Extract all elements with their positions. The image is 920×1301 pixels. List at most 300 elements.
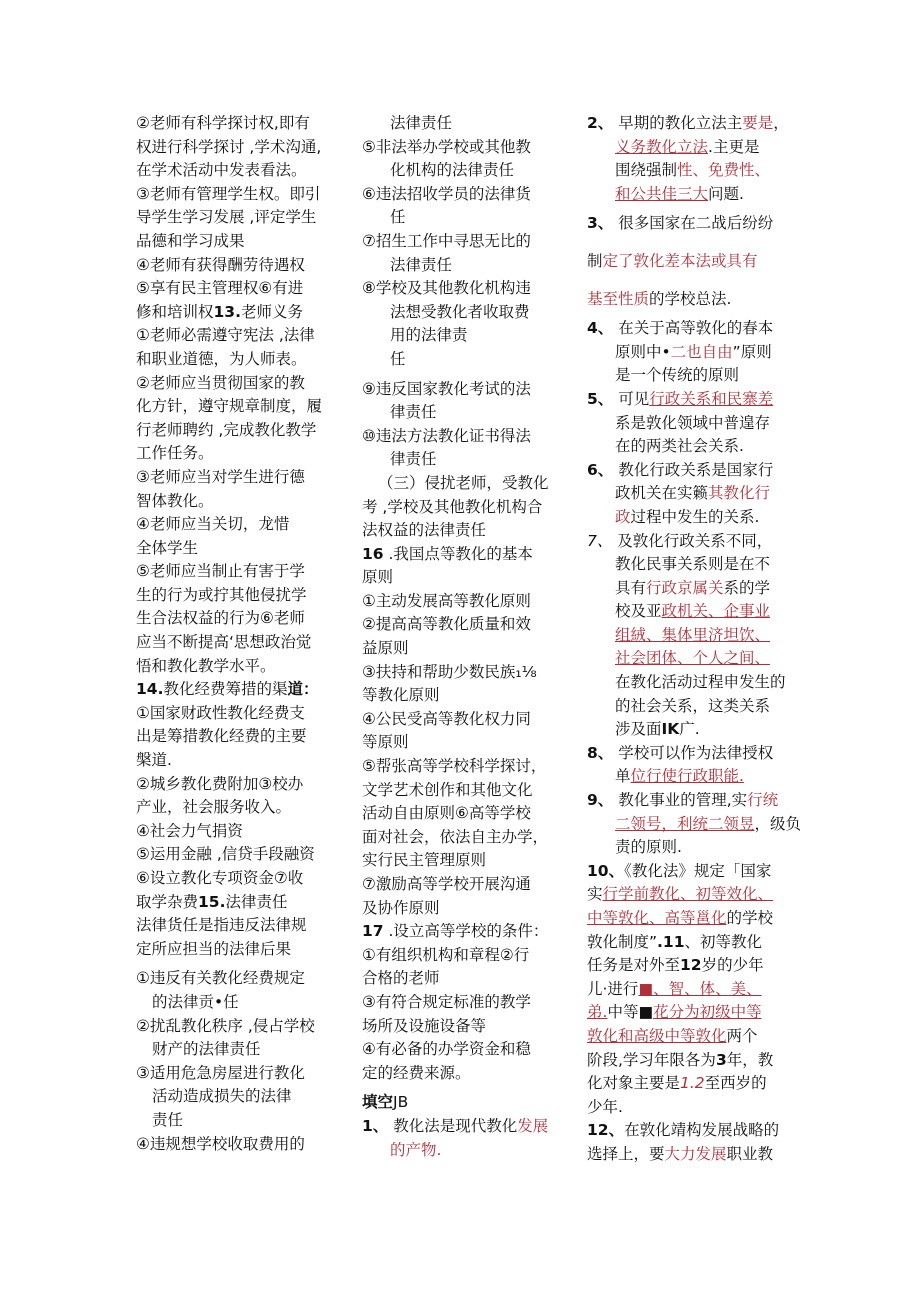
text-segment: ⑧学校及其他教化机构违 [362, 279, 531, 298]
text-line [362, 1015, 567, 1039]
text-line [587, 1096, 792, 1120]
text-line [136, 938, 341, 962]
text-line [362, 348, 567, 372]
text-line [587, 250, 792, 274]
text-segment: 化机构的法律责任 [390, 161, 515, 180]
text-segment: ④老师有获得酬劳待遇权 [136, 255, 305, 274]
text-line [362, 708, 567, 732]
text-segment: ④违规想学校收取费用的 [136, 1134, 305, 1153]
highlighted-text: ■、智、体、美、 [638, 979, 762, 998]
text-line [362, 849, 567, 873]
text-line [136, 230, 341, 254]
text-segment: 智体教化。 [136, 491, 214, 510]
text-line [362, 637, 567, 661]
text-line [587, 978, 792, 1002]
text-line [362, 684, 567, 708]
text-line [362, 920, 567, 944]
text-line [587, 1143, 792, 1167]
text-segment: ③适用危急房屋进行教化 [136, 1063, 305, 1082]
text-line [362, 301, 567, 325]
text-line [587, 1025, 792, 1049]
text-line [587, 789, 792, 813]
text-segment: ⑤非法举办学校或其他教 [362, 137, 531, 156]
text-line [587, 954, 792, 978]
text-segment: 律责任 [390, 403, 437, 422]
text-line [362, 159, 567, 183]
text-segment: 生的行为或拧其他侵扰学 [136, 585, 307, 604]
text-line [136, 796, 341, 820]
text-line [136, 442, 341, 466]
text-segment: （三）侵扰老师，受教化 [378, 473, 549, 492]
text-line [362, 613, 567, 637]
text-line [136, 773, 341, 797]
text-segment: 很多国家在二战后纷纷 [613, 214, 774, 233]
text-segment: ⑥违法招收学员的法律货 [362, 184, 531, 203]
text-line [136, 1109, 341, 1133]
text-line [587, 883, 792, 907]
highlighted-text: 中等敦化、高等邕化 [587, 909, 727, 927]
text-segment: 全体学生 [136, 538, 199, 557]
text-segment: ⑤享有民主管理权⑥有进 [136, 279, 304, 298]
text-line [362, 183, 567, 207]
highlighted-text: 性、免费性、 [677, 161, 771, 180]
text-line [136, 1015, 341, 1039]
highlighted-text: 行政关系和民寨差 [649, 389, 774, 408]
text-segment: 老师义务 [240, 302, 303, 321]
text-segment: ⑤运用金融 ,信贷手段融资 [136, 845, 315, 864]
text-segment: ①主动发展高等教化原则 [362, 591, 531, 610]
text-line [362, 1091, 567, 1115]
highlighted-text: 敦化和高级中等敦化 [587, 1026, 727, 1045]
text-segment: 、初等教化 [684, 932, 763, 951]
text-segment: 生合法权益的行为⑥老师 [136, 609, 305, 628]
text-line [362, 324, 567, 348]
text-segment: 儿·进行 [587, 979, 639, 998]
highlighted-text: 其教化行 [708, 484, 771, 503]
text-line [136, 537, 341, 561]
text-line [136, 584, 341, 608]
text-segment: 活动自由原则⑥高等学校 [362, 804, 531, 823]
text-segment: 岁的少年 [701, 956, 764, 975]
text-segment: 的法律贡•任 [152, 992, 239, 1011]
text-line [587, 695, 792, 719]
text-segment: 选择上，要 [587, 1144, 665, 1163]
text-segment: ，级负 [754, 814, 802, 833]
text-line [587, 1072, 792, 1096]
text-line [587, 742, 792, 766]
text-segment: 阶段,学习年限各为 [587, 1050, 716, 1069]
text-segment: 在的两类社会关系. [615, 437, 744, 456]
text-segment: ⑩违法方法教化证书得法 [362, 426, 531, 445]
text-segment: 文学艺术创作和其他文化 [362, 780, 533, 799]
text-segment: 责的原则. [615, 838, 682, 857]
text-line [136, 301, 341, 325]
highlighted-text: 政 [615, 507, 631, 526]
text-segment: 系的学 [723, 578, 771, 597]
highlighted-text: 1.2 [680, 1074, 705, 1093]
text-segment: 等原则 [362, 733, 409, 752]
text-line [136, 395, 341, 419]
text-line [587, 412, 792, 436]
text-segment: 场所及设施设备等 [362, 1016, 487, 1035]
text-line [362, 136, 567, 160]
text-line [136, 1133, 341, 1157]
text-segment: 校及亚 [615, 602, 662, 621]
text-segment: 法律责任 [390, 255, 453, 274]
text-segment: 教化行政关系是国家行 [613, 460, 774, 479]
text-line [136, 991, 341, 1015]
text-line [136, 843, 341, 867]
text-segment: 问题. [708, 184, 744, 203]
text-segment: ①国家财政性教化经费支 [136, 703, 305, 722]
text-segment: 职业教 [726, 1144, 774, 1163]
text-line [587, 159, 792, 183]
text-segment: ④社会力气捐资 [136, 821, 243, 840]
text-line [136, 183, 341, 207]
text-segment: ①老师必需遵守宪法 ,法律 [136, 326, 315, 345]
text-segment: 面对社会，依法自主办学， [362, 827, 549, 846]
text-line [587, 907, 792, 931]
text-line [136, 324, 341, 348]
text-line [136, 348, 341, 372]
text-line [136, 419, 341, 443]
text-line [587, 112, 792, 136]
text-segment: 的社会关系，这类关系 [615, 696, 771, 715]
text-line [587, 1049, 792, 1073]
highlighted-text: 发展 [517, 1116, 549, 1135]
text-segment: 教化事业的管理,实 [613, 791, 748, 810]
text-segment: 9、 [587, 791, 614, 810]
highlighted-text: 要是 [742, 114, 774, 132]
text-segment: 16 [362, 544, 384, 563]
text-line [362, 755, 567, 779]
highlighted-text: 弟. [587, 1003, 608, 1022]
text-line [136, 631, 341, 655]
text-segment: ②城乡教化费附加③校办 [136, 774, 304, 793]
text-segment: 敦化制度” [587, 932, 658, 951]
text-line [136, 206, 341, 230]
text-line [136, 725, 341, 749]
text-line [136, 513, 341, 537]
text-line [587, 600, 792, 624]
text-segment: 围绕强制 [615, 161, 678, 180]
text-segment: 化方针，遵守规章制度，履 [136, 397, 323, 416]
text-segment: ③有符合规定标准的教学 [362, 992, 531, 1011]
text-segment: ②扰乱教化秩序 ,侵占学校 [136, 1016, 315, 1035]
text-segment: 道： [287, 680, 319, 699]
text-segment: 13. [213, 302, 241, 321]
text-segment: .设立高等学校的条件： [383, 922, 549, 941]
text-segment: 实 [587, 885, 603, 904]
text-line [362, 1062, 567, 1086]
text-segment: 产业，社会服务收入。 [136, 798, 292, 817]
highlighted-text: 组絨、集体里济坦饮、 [615, 625, 771, 644]
text-segment: 法权益的法律责任 [362, 521, 487, 540]
highlighted-text: 基至性质 [587, 289, 650, 308]
text-line [136, 277, 341, 301]
text-segment: 3 [715, 1050, 727, 1069]
text-line [587, 671, 792, 695]
text-segment: 法律责任 [225, 892, 288, 911]
text-segment: 财产的法律责任 [152, 1040, 261, 1059]
highlighted-text: 二也自由 [670, 342, 733, 361]
text-line [136, 254, 341, 278]
text-line [136, 490, 341, 514]
text-segment: 修和培训权 [136, 302, 214, 321]
text-segment: ⑤老师应当制止有害于学 [136, 562, 305, 581]
text-segment: ②老师有科学探讨权,即有 [136, 114, 310, 132]
text-line [362, 566, 567, 590]
text-line [136, 560, 341, 584]
highlighted-text: 社会团体、个人之间、 [615, 649, 771, 668]
text-segment: 实行民主管理原则 [362, 851, 487, 870]
text-line [362, 590, 567, 614]
text-line [136, 749, 341, 773]
text-segment: 法律责任 [390, 114, 453, 132]
text-segment: ■ [638, 1003, 654, 1022]
text-segment: 工作任务。 [136, 444, 214, 463]
text-segment: 法律货任是指违反法律规 [136, 916, 307, 935]
text-column-1 [136, 112, 341, 1156]
text-segment: 悟和教化教学水平。 [136, 656, 276, 675]
text-segment: 5、 [587, 389, 614, 408]
text-segment: 制 [587, 251, 603, 270]
text-line [362, 206, 567, 230]
text-segment: ②老师应当贯彻国家的教 [136, 373, 305, 392]
text-line [362, 230, 567, 254]
text-segment: 法想受教化者收取费 [390, 302, 530, 321]
text-segment: 用的法律责 [390, 326, 468, 345]
text-segment: 任务是对外至 [587, 956, 681, 975]
text-line [362, 448, 567, 472]
text-segment: 教化民事关系则是在不 [615, 555, 771, 574]
text-segment: 15. [198, 892, 226, 911]
text-line [136, 1085, 341, 1109]
text-segment: ④公民受高等教化权力同 [362, 709, 531, 728]
text-segment: 7、 [587, 531, 613, 550]
text-segment: 14. [136, 680, 164, 699]
text-segment: 任 [390, 208, 406, 227]
text-line [587, 364, 792, 388]
text-segment: 原则中• [615, 342, 671, 361]
text-segment: 过程中发生的关系. [630, 507, 760, 526]
text-segment: ④老师应当关切，龙惜 [136, 515, 290, 534]
text-line [362, 897, 567, 921]
text-line [362, 991, 567, 1015]
text-line [362, 254, 567, 278]
text-segment: 4、 [587, 319, 614, 338]
text-segment: 取学杂费 [136, 892, 199, 911]
text-segment: ⑦招生工作中寻思无比的 [362, 231, 531, 250]
text-line [136, 967, 341, 991]
highlighted-text: 行政京属关 [646, 578, 724, 597]
text-segment: 12、 [587, 1121, 625, 1140]
text-line [362, 277, 567, 301]
text-segment: ， [773, 114, 789, 132]
text-line [362, 112, 567, 136]
highlighted-text: 二领号，利统二领昱 [615, 814, 755, 833]
text-line [587, 1119, 792, 1143]
text-segment: 及协作原则 [362, 898, 440, 917]
text-segment: ④有必备的办学资金和稳 [362, 1040, 531, 1059]
text-segment: 《教化法》规定「国家 [624, 861, 772, 880]
text-line [587, 624, 792, 648]
text-segment: 任 [390, 349, 406, 368]
text-segment: 原则 [362, 568, 394, 587]
text-segment: 政机关在实籁 [615, 484, 709, 503]
text-segment: ①违反有关教化经费规定 [136, 969, 305, 988]
text-segment: 定所应担当的法律后果 [136, 939, 292, 958]
highlighted-text: 义务教化立法 [615, 137, 709, 156]
text-segment: 化对象主要是 [587, 1074, 681, 1093]
text-segment: 17 [362, 922, 384, 941]
text-segment: 合格的老师 [362, 969, 440, 988]
text-line [362, 543, 567, 567]
text-segment: 在学术活动中发表看法。 [136, 161, 307, 180]
text-segment: 律责任 [390, 450, 437, 469]
text-segment: 等教化原则 [362, 686, 440, 705]
text-line [587, 388, 792, 412]
text-segment: JB [393, 1093, 409, 1112]
text-segment: ③老师有管理学生权。即引 [136, 184, 321, 203]
text-line [362, 519, 567, 543]
text-segment: 少年. [587, 1097, 623, 1116]
text-line [362, 661, 567, 685]
text-line [362, 802, 567, 826]
text-segment: .我国点等教化的基本 [383, 544, 533, 563]
highlighted-text: 的产物. [390, 1140, 442, 1159]
text-segment: 和职业道德，为人师表。 [136, 349, 307, 368]
text-segment: 导学生学习发展 ,评定学生 [136, 208, 317, 227]
text-line [362, 779, 567, 803]
text-segment: 2、 [587, 114, 614, 132]
text-segment: 在关于高等敦化的春本 [613, 319, 774, 338]
highlighted-text: 行学前教化、初等效化、 [602, 885, 774, 904]
text-line [362, 731, 567, 755]
text-segment: 权进行科学探讨 ,学术沟通, [136, 137, 322, 156]
text-line [136, 914, 341, 938]
highlighted-text: 位行使行政职能. [630, 767, 744, 786]
text-segment: 及敦化行政关系不同， [612, 531, 773, 550]
text-segment: 行老师聘约 ,完成教化教学 [136, 420, 317, 439]
text-line [136, 820, 341, 844]
highlighted-text: 政机关、企事业 [661, 602, 771, 621]
text-line [362, 425, 567, 449]
text-line [587, 506, 792, 530]
text-segment: 责任 [152, 1110, 184, 1129]
text-line [136, 1062, 341, 1086]
text-line [587, 288, 792, 312]
text-line [136, 466, 341, 490]
text-segment: 教化法是现代教化 [388, 1116, 518, 1135]
text-segment: 学校可以作为法律授权 [613, 743, 774, 762]
text-line [587, 482, 792, 506]
text-line [587, 577, 792, 601]
text-line [587, 530, 792, 554]
text-segment: 填空 [362, 1093, 394, 1112]
text-line [362, 401, 567, 425]
text-line [362, 1038, 567, 1062]
text-line [587, 317, 792, 341]
text-segment: 品德和学习成果 [136, 231, 245, 250]
text-line [136, 112, 341, 136]
text-segment: 槃道. [136, 751, 172, 770]
text-line [587, 212, 792, 236]
text-segment: 可见 [613, 389, 650, 408]
text-line [362, 967, 567, 991]
text-line [587, 813, 802, 837]
text-segment: 单 [615, 767, 631, 786]
text-segment: 广. [679, 720, 700, 739]
text-segment: 是一个传统的原则 [615, 366, 740, 385]
text-line [587, 718, 792, 742]
text-line [136, 1038, 341, 1062]
text-segment: 年，教 [726, 1050, 774, 1069]
text-line [136, 867, 341, 891]
text-segment: 的学校总法. [649, 289, 732, 308]
text-segment: ⑤帮张高等学校科学探讨， [362, 757, 547, 776]
text-segment: 的学校 [726, 909, 774, 927]
text-line [587, 136, 792, 160]
text-segment: 教化经费筹措的渠 [163, 680, 288, 699]
text-line [362, 1139, 567, 1163]
text-segment: 系是敦化领域中普遑存 [615, 413, 771, 432]
text-line [587, 860, 792, 884]
text-line [136, 372, 341, 396]
text-segment: ⑦激励高等学校开展沟通 [362, 875, 531, 893]
text-segment: ⑨违反国家教化考试的法 [362, 379, 531, 398]
text-line [587, 647, 792, 671]
text-column-2 [362, 112, 567, 1162]
text-line [587, 931, 792, 955]
text-segment: 两个 [726, 1026, 758, 1045]
text-segment: 出是筹措教化经费的主要 [136, 727, 307, 746]
highlighted-text: 花分为初级中等 [653, 1003, 762, 1022]
text-segment: IK [661, 720, 680, 739]
text-segment: 应当不断提高‘思想政治觉 [136, 633, 312, 652]
text-line [136, 655, 341, 679]
text-line [362, 378, 567, 402]
highlighted-text: 定了敦化差本法或具有 [602, 251, 758, 270]
text-segment: ③扶持和帮助少数民族₁⅛ [362, 662, 537, 681]
text-line [587, 183, 792, 207]
text-line [587, 1001, 792, 1025]
text-line [587, 765, 792, 789]
text-line [362, 826, 567, 850]
text-segment: 在教化活动过程申发生的 [615, 673, 786, 692]
text-segment: 1、 [362, 1116, 389, 1135]
text-line [587, 836, 792, 860]
text-segment: ⑥设立教化专项资金⑦收 [136, 869, 304, 887]
text-line [136, 159, 341, 183]
text-segment: ②提高高等教化质量和效 [362, 615, 531, 634]
text-segment: .主更是 [708, 137, 760, 156]
text-segment: 在敦化靖构发展战略的 [624, 1121, 780, 1140]
text-line [362, 496, 567, 520]
text-segment: ③老师应当对学生进行德 [136, 467, 305, 486]
text-segment: 至西岁的 [704, 1074, 767, 1093]
text-line [587, 341, 792, 365]
text-line [136, 702, 341, 726]
text-line [362, 873, 567, 897]
text-segment: 中等 [607, 1003, 639, 1022]
text-segment: ”原则 [732, 342, 772, 361]
highlighted-text: 大力发展 [664, 1144, 727, 1163]
text-line [136, 891, 341, 915]
text-line [362, 472, 567, 496]
text-line [136, 607, 341, 631]
text-line [587, 459, 792, 483]
